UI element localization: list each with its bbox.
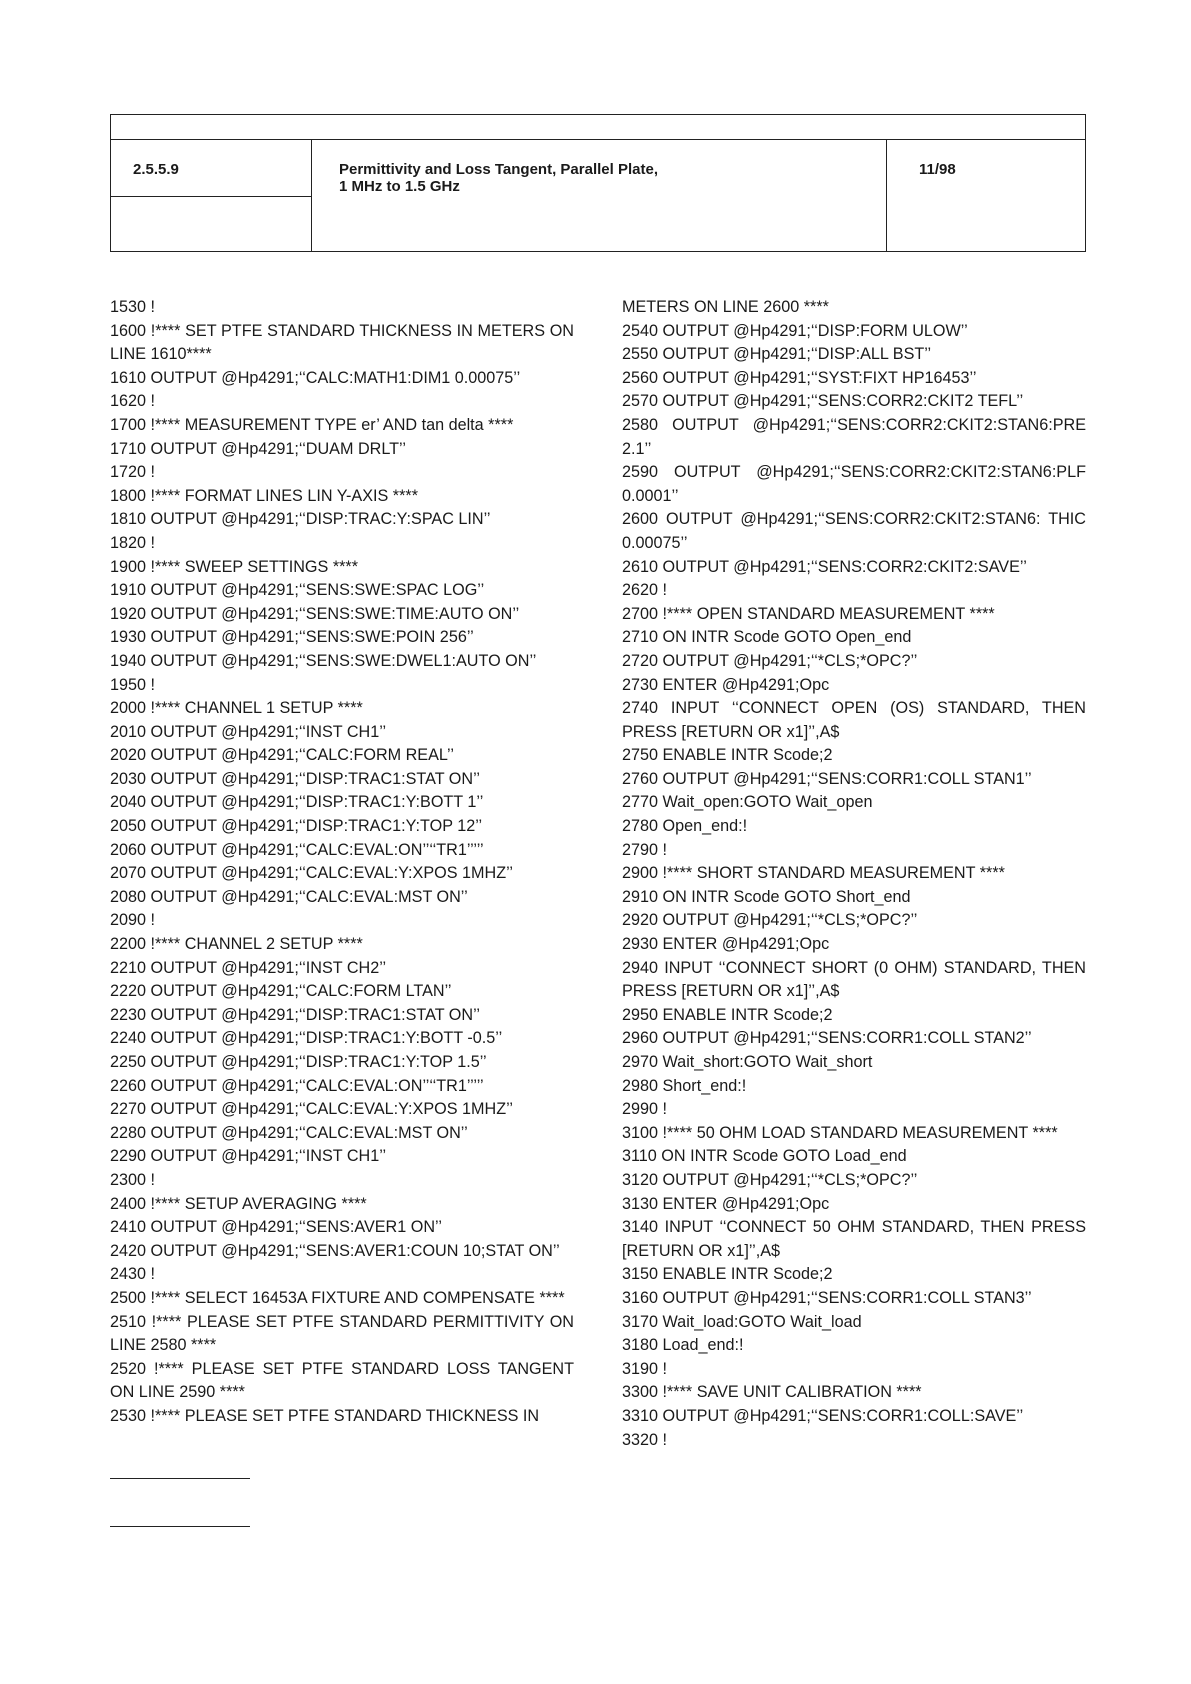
code-line: 2300 ! — [110, 1170, 156, 1189]
code-line: 2230 OUTPUT @Hp4291;‘‘DISP:TRAC1:STAT ON’’ — [110, 1005, 480, 1024]
code-line: 2220 OUTPUT @Hp4291;‘‘CALC:FORM LTAN’’ — [110, 982, 452, 1001]
code-line: METERS ON LINE 2600 **** — [622, 298, 829, 316]
code-line: 2210 OUTPUT @Hp4291;‘‘INST CH2’’ — [110, 958, 387, 977]
code-line: 3180 Load_end:! — [622, 1336, 744, 1355]
code-line: 2050 OUTPUT @Hp4291;‘‘DISP:TRAC1:Y:TOP 12’’ — [110, 817, 483, 836]
code-line: 2560 OUTPUT @Hp4291;‘‘SYST:FIXT HP16453’’ — [622, 368, 977, 387]
header-top-band — [111, 115, 1085, 140]
code-line: 2540 OUTPUT @Hp4291;‘‘DISP:FORM ULOW’’ — [622, 321, 968, 340]
code-line: 1910 OUTPUT @Hp4291;‘‘SENS:SWE:SPAC LOG’’ — [110, 581, 485, 600]
code-line: 2280 OUTPUT @Hp4291;‘‘CALC:EVAL:MST ON’’ — [110, 1123, 468, 1142]
code-line: 3110 ON INTR Scode GOTO Load_end — [622, 1147, 907, 1166]
code-line: 2930 ENTER @Hp4291;Opc — [622, 935, 830, 954]
code-listing-left-column — [110, 296, 579, 1429]
code-line: 2000 !**** CHANNEL 1 SETUP **** — [110, 699, 363, 718]
code-line: 2520 !**** PLEASE SET PTFE STANDARD LOSS TANGENT ON LINE 2590 **** — [110, 1359, 579, 1402]
code-line: 1810 OUTPUT @Hp4291;‘‘DISP:TRAC:Y:SPAC LIN’’ — [110, 510, 491, 529]
code-line: 3140 INPUT ‘‘CONNECT 50 OHM STANDARD, THEN PRESS [RETURN OR x1]’’,A$ — [622, 1218, 1091, 1260]
code-line: 1900 !**** SWEEP SETTINGS **** — [110, 557, 359, 576]
code-line: 2740 INPUT ‘‘CONNECT OPEN (OS) STANDARD, THEN PRESS [RETURN OR x1]’’,A$ — [622, 699, 1091, 741]
code-line: 2900 !**** SHORT STANDARD MEASUREMENT **** — [622, 864, 1005, 883]
code-line: 2020 OUTPUT @Hp4291;‘‘CALC:FORM REAL’’ — [110, 746, 454, 765]
code-line: 1600 !**** SET PTFE STANDARD THICKNESS IN METERS ON LINE 1610**** — [110, 321, 579, 364]
code-line: 2080 OUTPUT @Hp4291;‘‘CALC:EVAL:MST ON’’ — [110, 887, 468, 906]
code-line: 3130 ENTER @Hp4291;Opc — [622, 1194, 830, 1213]
code-line: 1950 ! — [110, 675, 156, 694]
code-line: 2990 ! — [622, 1100, 668, 1119]
code-line: 2040 OUTPUT @Hp4291;‘‘DISP:TRAC1:Y:BOTT 1’’ — [110, 793, 484, 812]
code-line: 2060 OUTPUT @Hp4291;‘‘CALC:EVAL:ON’’‘‘TR1’’’’’ — [110, 840, 484, 859]
code-line: 2260 OUTPUT @Hp4291;‘‘CALC:EVAL:ON’’‘‘TR1’’’’’ — [110, 1076, 484, 1095]
code-line: 2250 OUTPUT @Hp4291;‘‘DISP:TRAC1:Y:TOP 1.5’’ — [110, 1053, 487, 1071]
code-line: 2710 ON INTR Scode GOTO Open_end — [622, 628, 912, 647]
code-line: 2960 OUTPUT @Hp4291;‘‘SENS:CORR1:COLL STAN2’’ — [622, 1029, 1032, 1048]
code-line: 1920 OUTPUT @Hp4291;‘‘SENS:SWE:TIME:AUTO ON’’ — [110, 604, 520, 623]
code-line: 3150 ENABLE INTR Scode;2 — [622, 1265, 833, 1284]
code-line: 2780 Open_end:! — [622, 817, 748, 836]
code-line: 2940 INPUT ‘‘CONNECT SHORT (0 OHM) STANDARD, THEN PRESS [RETURN OR x1]’’,A$ — [622, 958, 1091, 1001]
code-line: 2760 OUTPUT @Hp4291;‘‘SENS:CORR1:COLL STAN1’’ — [622, 769, 1032, 788]
code-line: 2290 OUTPUT @Hp4291;‘‘INST CH1’’ — [110, 1147, 387, 1166]
code-line: 1530 ! — [110, 298, 156, 316]
code-line: 2720 OUTPUT @Hp4291;‘‘*CLS;*OPC?’’ — [622, 651, 918, 670]
header-table — [110, 114, 1086, 252]
code-line: 2920 OUTPUT @Hp4291;‘‘*CLS;*OPC?’’ — [622, 911, 918, 930]
header-cell-divider — [111, 196, 311, 197]
code-line: 2770 Wait_open:GOTO Wait_open — [622, 793, 873, 812]
code-line: 2030 OUTPUT @Hp4291;‘‘DISP:TRAC1:STAT ON’’ — [110, 769, 480, 788]
code-line: 3320 ! — [622, 1430, 668, 1449]
footnote-rule-1 — [110, 1478, 250, 1479]
code-line: 2980 Short_end:! — [622, 1076, 747, 1095]
code-line: 1700 !**** MEASUREMENT TYPE er’ AND tan delta **** — [110, 415, 514, 434]
code-line: 2090 ! — [110, 911, 156, 930]
code-line: 2590 OUTPUT @Hp4291;‘‘SENS:CORR2:CKIT2:STAN6:PLF 0.0001’’ — [622, 463, 1091, 505]
code-line: 2070 OUTPUT @Hp4291;‘‘CALC:EVAL:Y:XPOS 1MHZ’’ — [110, 864, 514, 883]
code-line: 2700 !**** OPEN STANDARD MEASUREMENT **** — [622, 604, 995, 623]
code-line: 3100 !**** 50 OHM LOAD STANDARD MEASUREMENT **** — [622, 1123, 1058, 1142]
section-number: 2.5.5.9 — [133, 161, 179, 178]
code-line: 3120 OUTPUT @Hp4291;‘‘*CLS;*OPC?’’ — [622, 1170, 918, 1189]
code-line: 1800 !**** FORMAT LINES LIN Y-AXIS **** — [110, 486, 419, 505]
code-line: 1820 ! — [110, 533, 156, 552]
code-line: 2910 ON INTR Scode GOTO Short_end — [622, 887, 911, 906]
code-line: 2610 OUTPUT @Hp4291;‘‘SENS:CORR2:CKIT2:SAVE’’ — [622, 557, 1027, 576]
code-line: 2510 !**** PLEASE SET PTFE STANDARD PERMITTIVITY ON LINE 2580 **** — [110, 1312, 579, 1355]
code-line: 3300 !**** SAVE UNIT CALIBRATION **** — [622, 1383, 922, 1402]
code-line: 2500 !**** SELECT 16453A FIXTURE AND COMPENSATE **** — [110, 1288, 565, 1307]
code-line: 2200 !**** CHANNEL 2 SETUP **** — [110, 935, 363, 954]
code-line: 1940 OUTPUT @Hp4291;‘‘SENS:SWE:DWEL1:AUTO ON’’ — [110, 651, 537, 670]
code-line: 1930 OUTPUT @Hp4291;‘‘SENS:SWE:POIN 256’’ — [110, 628, 474, 647]
code-line: 3160 OUTPUT @Hp4291;‘‘SENS:CORR1:COLL STAN3’’ — [622, 1288, 1032, 1307]
code-line: 3190 ! — [622, 1359, 668, 1378]
code-line: 2570 OUTPUT @Hp4291;‘‘SENS:CORR2:CKIT2 TEFL’’ — [622, 392, 1024, 411]
page-title: Permittivity and Loss Tangent, Parallel Plate, 1 MHz to 1.5 GHz — [339, 161, 658, 195]
code-listing-right-column — [622, 296, 1091, 1452]
code-line: 2790 ! — [622, 840, 668, 859]
code-line: 3170 Wait_load:GOTO Wait_load — [622, 1312, 862, 1331]
code-line: 2970 Wait_short:GOTO Wait_short — [622, 1053, 873, 1071]
code-line: 2620 ! — [622, 581, 668, 600]
code-line: 1720 ! — [110, 463, 156, 482]
code-line: 2270 OUTPUT @Hp4291;‘‘CALC:EVAL:Y:XPOS 1MHZ’’ — [110, 1100, 514, 1119]
code-line: 2420 OUTPUT @Hp4291;‘‘SENS:AVER1:COUN 10;STAT ON’’ — [110, 1241, 560, 1260]
code-line: 2580 OUTPUT @Hp4291;‘‘SENS:CORR2:CKIT2:STAN6:PRE 2.1’’ — [622, 415, 1091, 458]
code-line: 2400 !**** SETUP AVERAGING **** — [110, 1194, 367, 1213]
code-line: 2950 ENABLE INTR Scode;2 — [622, 1005, 833, 1024]
header-date-cell — [886, 139, 1085, 251]
code-line: 2550 OUTPUT @Hp4291;‘‘DISP:ALL BST’’ — [622, 345, 932, 364]
code-line: 3310 OUTPUT @Hp4291;‘‘SENS:CORR1:COLL:SAVE’’ — [622, 1406, 1024, 1425]
code-line: 2010 OUTPUT @Hp4291;‘‘INST CH1’’ — [110, 722, 387, 741]
code-line: 1710 OUTPUT @Hp4291;‘‘DUAM DRLT’’ — [110, 439, 406, 458]
code-line: 1610 OUTPUT @Hp4291;‘‘CALC:MATH1:DIM1 0.00075’’ — [110, 368, 521, 387]
code-line: 2730 ENTER @Hp4291;Opc — [622, 675, 830, 694]
footnote-rule-2 — [110, 1526, 250, 1527]
code-line: 2430 ! — [110, 1265, 156, 1284]
revision-date: 11/98 — [919, 161, 956, 178]
code-line: 1620 ! — [110, 392, 156, 411]
code-line: 2410 OUTPUT @Hp4291;‘‘SENS:AVER1 ON’’ — [110, 1218, 442, 1237]
code-line: 2240 OUTPUT @Hp4291;‘‘DISP:TRAC1:Y:BOTT -0.5’’ — [110, 1029, 503, 1048]
code-line: 2530 !**** PLEASE SET PTFE STANDARD THICKNESS IN — [110, 1406, 540, 1425]
code-line: 2750 ENABLE INTR Scode;2 — [622, 746, 833, 765]
code-line: 2600 OUTPUT @Hp4291;‘‘SENS:CORR2:CKIT2:STAN6: THIC 0.00075’’ — [622, 510, 1091, 552]
header-section-cell — [111, 139, 312, 251]
